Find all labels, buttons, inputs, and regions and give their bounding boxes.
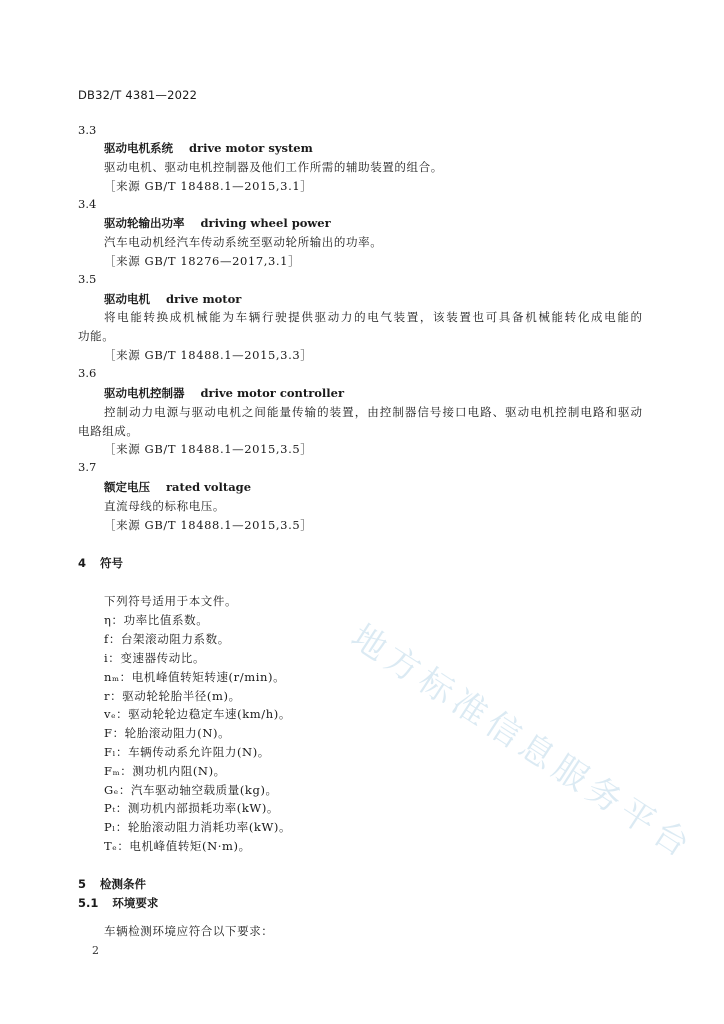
term-zh: 驱动电机系统 — [104, 141, 173, 155]
term-definition-continued: 功能。 — [78, 329, 115, 343]
section-heading — [78, 555, 123, 571]
symbol-item: F：轮胎滚动阻力(N)。 — [104, 726, 231, 740]
symbol-item: Gₑ：汽车驱动轴空载质量(kg)。 — [104, 783, 278, 797]
symbols-intro: 下列符号适用于本文件。 — [104, 594, 238, 608]
term-en: drive motor system — [189, 141, 313, 155]
term-source: ［来源 GB/T 18488.1—2015,3.5］ — [104, 518, 313, 532]
term-source: ［来源 GB/T 18488.1—2015,3.3］ — [104, 348, 313, 362]
watermark: 地方标准信息服务平台 — [343, 616, 702, 869]
term-definition: 直流母线的标称电压。 — [104, 499, 225, 513]
section-title: 符号 — [100, 556, 124, 570]
symbol-item: Fₘ：测功机内阻(N)。 — [104, 764, 226, 778]
clause-number: 3.5 — [78, 272, 97, 286]
subsection-number: 5.1 — [78, 896, 99, 910]
term-heading — [104, 291, 241, 307]
subsection-heading — [78, 895, 158, 911]
section-number: 4 — [78, 556, 87, 570]
symbol-item: f：台架滚动阻力系数。 — [104, 632, 230, 646]
symbol-item: Pₜ：测功机内部损耗功率(kW)。 — [104, 801, 280, 815]
term-zh: 驱动电机 — [104, 292, 150, 306]
clause-number: 3.3 — [78, 123, 97, 137]
term-source: ［来源 GB/T 18488.1—2015,3.5］ — [104, 442, 313, 456]
page-number: 2 — [92, 944, 99, 957]
section-number: 5 — [78, 877, 87, 891]
symbol-item: r：驱动轮轮胎半径(m)。 — [104, 689, 241, 703]
symbol-item: nₘ：电机峰值转矩转速(r/min)。 — [104, 670, 286, 684]
clause-number: 3.6 — [78, 366, 97, 380]
symbol-item: Fₗ：车辆传动系允许阻力(N)。 — [104, 745, 270, 759]
term-zh: 驱动轮输出功率 — [104, 216, 185, 230]
symbol-item: Tₑ：电机峰值转矩(N·m)。 — [104, 839, 251, 853]
symbol-item: Pₗ：轮胎滚动阻力消耗功率(kW)。 — [104, 820, 292, 834]
section-title: 检测条件 — [100, 877, 147, 891]
term-definition: 驱动电机、驱动电机控制器及他们工作所需的辅助装置的组合。 — [104, 160, 443, 174]
term-definition: 控制动力电源与驱动电机之间能量传输的装置，由控制器信号接口电路、驱动电机控制电路和驱动 — [104, 405, 642, 419]
term-definition: 将电能转换成机械能为车辆行驶提供驱动力的电气装置，该装置也可具备机械能转化成电能的 — [104, 310, 642, 324]
term-en: drive motor controller — [200, 386, 345, 400]
term-source: ［来源 GB/T 18488.1—2015,3.1］ — [104, 179, 313, 193]
term-definition: 汽车电动机经汽车传动系统至驱动轮所输出的功率。 — [104, 235, 383, 249]
term-heading — [104, 140, 313, 156]
term-definition-continued: 电路组成。 — [78, 424, 139, 438]
clause-number: 3.4 — [78, 197, 97, 211]
symbol-item: i：变速器传动比。 — [104, 651, 206, 665]
term-heading — [104, 385, 344, 401]
term-heading — [104, 479, 251, 495]
term-source: ［来源 GB/T 18276—2017,3.1］ — [104, 254, 301, 268]
clause-number: 3.7 — [78, 460, 97, 474]
environment-requirement-text: 车辆检测环境应符合以下要求： — [104, 924, 274, 938]
document-code-header: DB32/T 4381—2022 — [78, 88, 198, 102]
term-heading — [104, 215, 331, 231]
term-en: rated voltage — [166, 480, 252, 494]
symbol-item: vₑ：驱动轮轮边稳定车速(km/h)。 — [104, 707, 291, 721]
subsection-title: 环境要求 — [112, 896, 159, 910]
term-en: driving wheel power — [200, 216, 331, 230]
term-zh: 额定电压 — [104, 480, 150, 494]
section-heading — [78, 876, 146, 892]
term-zh: 驱动电机控制器 — [104, 386, 185, 400]
symbol-item: η：功率比值系数。 — [104, 613, 209, 627]
term-en: drive motor — [166, 292, 242, 306]
